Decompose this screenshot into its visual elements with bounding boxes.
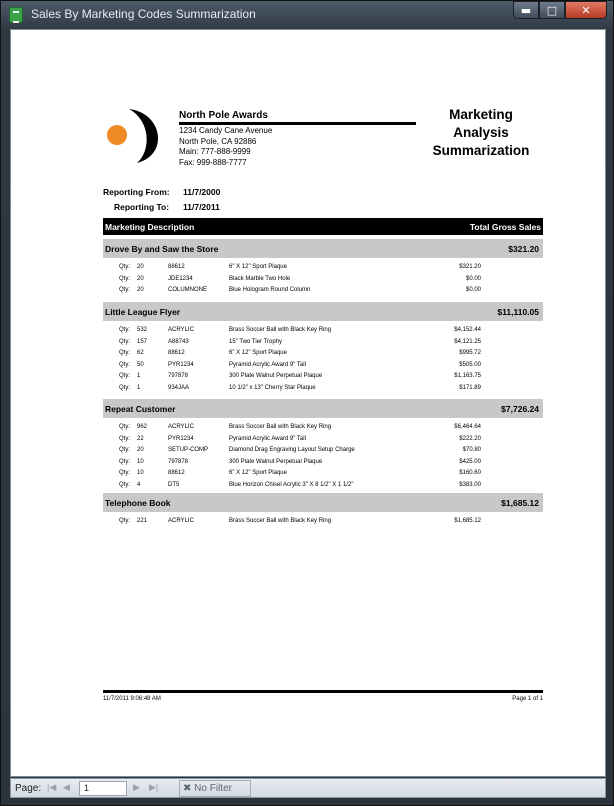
qty-value: 50 [137, 361, 144, 368]
table-row [103, 274, 543, 286]
report-title-line-2: Analysis [453, 125, 509, 140]
group-name: Little League Flyer [105, 307, 181, 317]
reporting-from-label: Reporting From: [103, 187, 170, 197]
group-total: $7,726.24 [501, 404, 539, 414]
item-code: DT5 [168, 481, 180, 488]
item-description: Pyramid Acrylic Award 9" Tall [229, 361, 306, 368]
report-title-line-1: Marketing [449, 107, 513, 122]
reporting-to-label: Reporting To: [114, 202, 170, 212]
footer-timestamp: 11/7/2011 9:06:48 AM [103, 696, 161, 702]
last-page-icon[interactable]: ▶| [149, 782, 159, 792]
group-name: Telephone Book [105, 498, 171, 508]
item-code: 797878 [168, 458, 189, 465]
qty-value: 1 [137, 384, 141, 391]
address-line-1: 1234 Candy Cane Avenue [179, 126, 273, 135]
qty-value: 20 [137, 447, 144, 453]
table-row [103, 445, 543, 457]
table-row [103, 383, 543, 395]
item-code: 88612 [168, 264, 185, 270]
item-code: 797878 [168, 373, 189, 379]
group-total: $321.20 [508, 244, 539, 254]
item-amount: $1,685.12 [454, 518, 481, 524]
table-row [103, 325, 543, 337]
qty-label: Qty: [119, 327, 131, 333]
next-page-icon[interactable]: ▶ [133, 782, 140, 792]
qty-value: 1 [137, 373, 141, 379]
item-amount: $160.60 [459, 470, 481, 476]
table-row [103, 360, 543, 372]
qty-label: Qty: [119, 424, 131, 430]
group-header [103, 493, 543, 512]
fax-number: Fax: 999-888-7777 [179, 157, 247, 167]
item-code: JDE1234 [168, 275, 193, 282]
item-amount: $0.00 [465, 287, 481, 293]
qty-label: Qty: [119, 275, 131, 282]
qty-label: Qty: [119, 447, 131, 453]
item-amount: $171.89 [459, 384, 481, 391]
item-description: Blue Horizon Chisel Acrylic 3" X 8 1/2" X 1 1/2" [229, 481, 354, 488]
item-code: ACRYLIC [168, 518, 194, 524]
company-address [179, 126, 272, 168]
group-section [103, 239, 543, 297]
page-number-input[interactable]: 1 [79, 781, 127, 796]
item-description: 6" X 12" Sport Plaque [229, 264, 287, 270]
qty-value: 532 [137, 327, 148, 333]
qty-label: Qty: [119, 350, 131, 356]
report-title-line-3: Summarization [432, 143, 530, 158]
item-amount: $505.00 [459, 361, 481, 368]
table-row [103, 285, 543, 297]
item-amount: $321.20 [459, 264, 481, 270]
qty-value: 157 [137, 338, 148, 345]
group-total: $1,685.12 [501, 498, 539, 508]
item-amount: $70.80 [462, 447, 481, 453]
filter-status [183, 783, 232, 794]
no-filter-label: No Filter [194, 783, 232, 794]
group-total: $11,110.05 [497, 307, 539, 317]
company-name: North Pole Awards [179, 110, 268, 121]
item-amount: $383.00 [459, 481, 481, 488]
table-row [103, 457, 543, 469]
main-phone: Main: 777-888-9999 [179, 147, 251, 156]
minimize-button[interactable]: ▬ [513, 1, 539, 19]
item-code: SETUP-COMP [168, 447, 209, 453]
table-row [103, 348, 543, 360]
report-canvas[interactable] [10, 29, 606, 777]
qty-label: Qty: [119, 384, 131, 391]
table-row [103, 516, 543, 528]
item-code: ACRYLIC [168, 327, 194, 333]
company-rule [179, 122, 416, 125]
access-report-icon [9, 7, 23, 23]
qty-value: 10 [137, 458, 144, 465]
item-amount: $4,152.44 [454, 327, 481, 333]
item-amount: $4,121.25 [454, 338, 481, 345]
item-description: 15" Two Tier Trophy [229, 338, 283, 345]
group-header [103, 239, 543, 258]
window-controls [513, 1, 607, 21]
qty-value: 221 [137, 518, 148, 524]
first-page-icon[interactable]: |◀ [47, 782, 57, 792]
qty-value: 20 [137, 264, 144, 270]
item-code: 88612 [168, 470, 185, 476]
table-row [103, 262, 543, 274]
close-button[interactable]: ✕ [565, 1, 607, 19]
group-section [103, 399, 543, 491]
qty-label: Qty: [119, 470, 131, 476]
report-page [31, 30, 587, 776]
record-navigation-bar [10, 778, 606, 798]
item-code: 88612 [168, 350, 185, 356]
qty-value: 20 [137, 275, 144, 282]
item-code: PYR1234 [168, 435, 194, 442]
qty-label: Qty: [119, 458, 131, 465]
table-row [103, 422, 543, 434]
item-description: Blue Hologram Round Column [229, 287, 311, 293]
item-description: 10 1/2" x 13" Cherry Star Plaque [229, 384, 316, 391]
item-description: 300 Plate Walnut Perpetual Plaque [229, 373, 323, 379]
item-description: 300 Plate Walnut Perpetual Plaque [229, 458, 323, 465]
item-description: 6" X 12" Sport Plaque [229, 350, 287, 356]
footer-rule [103, 690, 543, 693]
qty-label: Qty: [119, 481, 131, 488]
qty-value: 4 [137, 481, 141, 488]
group-name: Repeat Customer [105, 404, 176, 414]
address-line-2: North Pole, CA 92886 [179, 136, 257, 146]
qty-value: 10 [137, 470, 144, 476]
report-title [411, 106, 551, 160]
item-description: Black Marble Two Hole [229, 275, 291, 282]
item-description: Brass Soccer Ball with Black Key Ring [229, 518, 332, 524]
qty-label: Qty: [119, 338, 131, 345]
item-description: 6" X 12" Sport Plaque [229, 470, 287, 476]
qty-value: 962 [137, 424, 148, 430]
item-amount: $222.20 [459, 435, 481, 442]
item-amount: $0.00 [465, 275, 481, 282]
column-header-bar [103, 218, 543, 235]
table-row [103, 480, 543, 492]
item-code: COLUMNONE [168, 287, 208, 293]
title-bar[interactable] [1, 1, 613, 29]
item-description: Brass Soccer Ball with Black Key Ring [229, 424, 332, 430]
group-header [103, 302, 543, 321]
filter-funnel-icon: ✖ [183, 783, 192, 794]
item-description: Pyramid Acrylic Award 9" Tall [229, 435, 306, 442]
item-amount: $995.72 [459, 350, 481, 356]
qty-value: 22 [137, 435, 144, 442]
reporting-from-value: 11/7/2000 [183, 187, 221, 197]
group-name: Drove By and Saw the Store [105, 244, 219, 254]
table-row [103, 468, 543, 480]
reporting-to-value: 11/7/2011 [183, 202, 220, 212]
qty-label: Qty: [119, 518, 131, 524]
page-label: Page: [15, 783, 42, 794]
footer-page-number: Page 1 of 1 [512, 696, 543, 702]
qty-value: 20 [137, 287, 144, 293]
qty-label: Qty: [119, 361, 131, 368]
company-header [179, 110, 268, 121]
window-title: Sales By Marketing Codes Summarization [31, 7, 256, 21]
item-code: 934JAA [168, 384, 190, 391]
item-description: Diamond Drag Engraving Layout Setup Charge [229, 447, 355, 453]
table-row [103, 337, 543, 349]
table-row [103, 371, 543, 383]
item-code: ACRYLIC [168, 424, 194, 430]
qty-value: 62 [137, 350, 144, 356]
item-amount: $425.00 [459, 458, 481, 465]
maximize-button[interactable]: □ [539, 1, 565, 19]
table-row [103, 434, 543, 446]
col-total-gross-sales: Total Gross Sales [469, 222, 541, 232]
col-marketing-description: Marketing Description [105, 222, 195, 232]
qty-label: Qty: [119, 435, 131, 442]
item-description: Brass Soccer Ball with Black Key Ring [229, 327, 332, 333]
previous-page-icon[interactable]: ◀ [63, 782, 70, 792]
group-header [103, 399, 543, 418]
item-amount: $1,163.75 [454, 373, 481, 379]
group-section [103, 493, 543, 528]
item-amount: $6,464.64 [454, 424, 481, 430]
qty-label: Qty: [119, 287, 131, 293]
logo-arc-icon [121, 107, 173, 165]
qty-label: Qty: [119, 264, 131, 270]
item-code: A88743 [168, 338, 189, 345]
group-section [103, 302, 543, 394]
qty-label: Qty: [119, 373, 131, 379]
item-code: PYR1234 [168, 361, 194, 368]
